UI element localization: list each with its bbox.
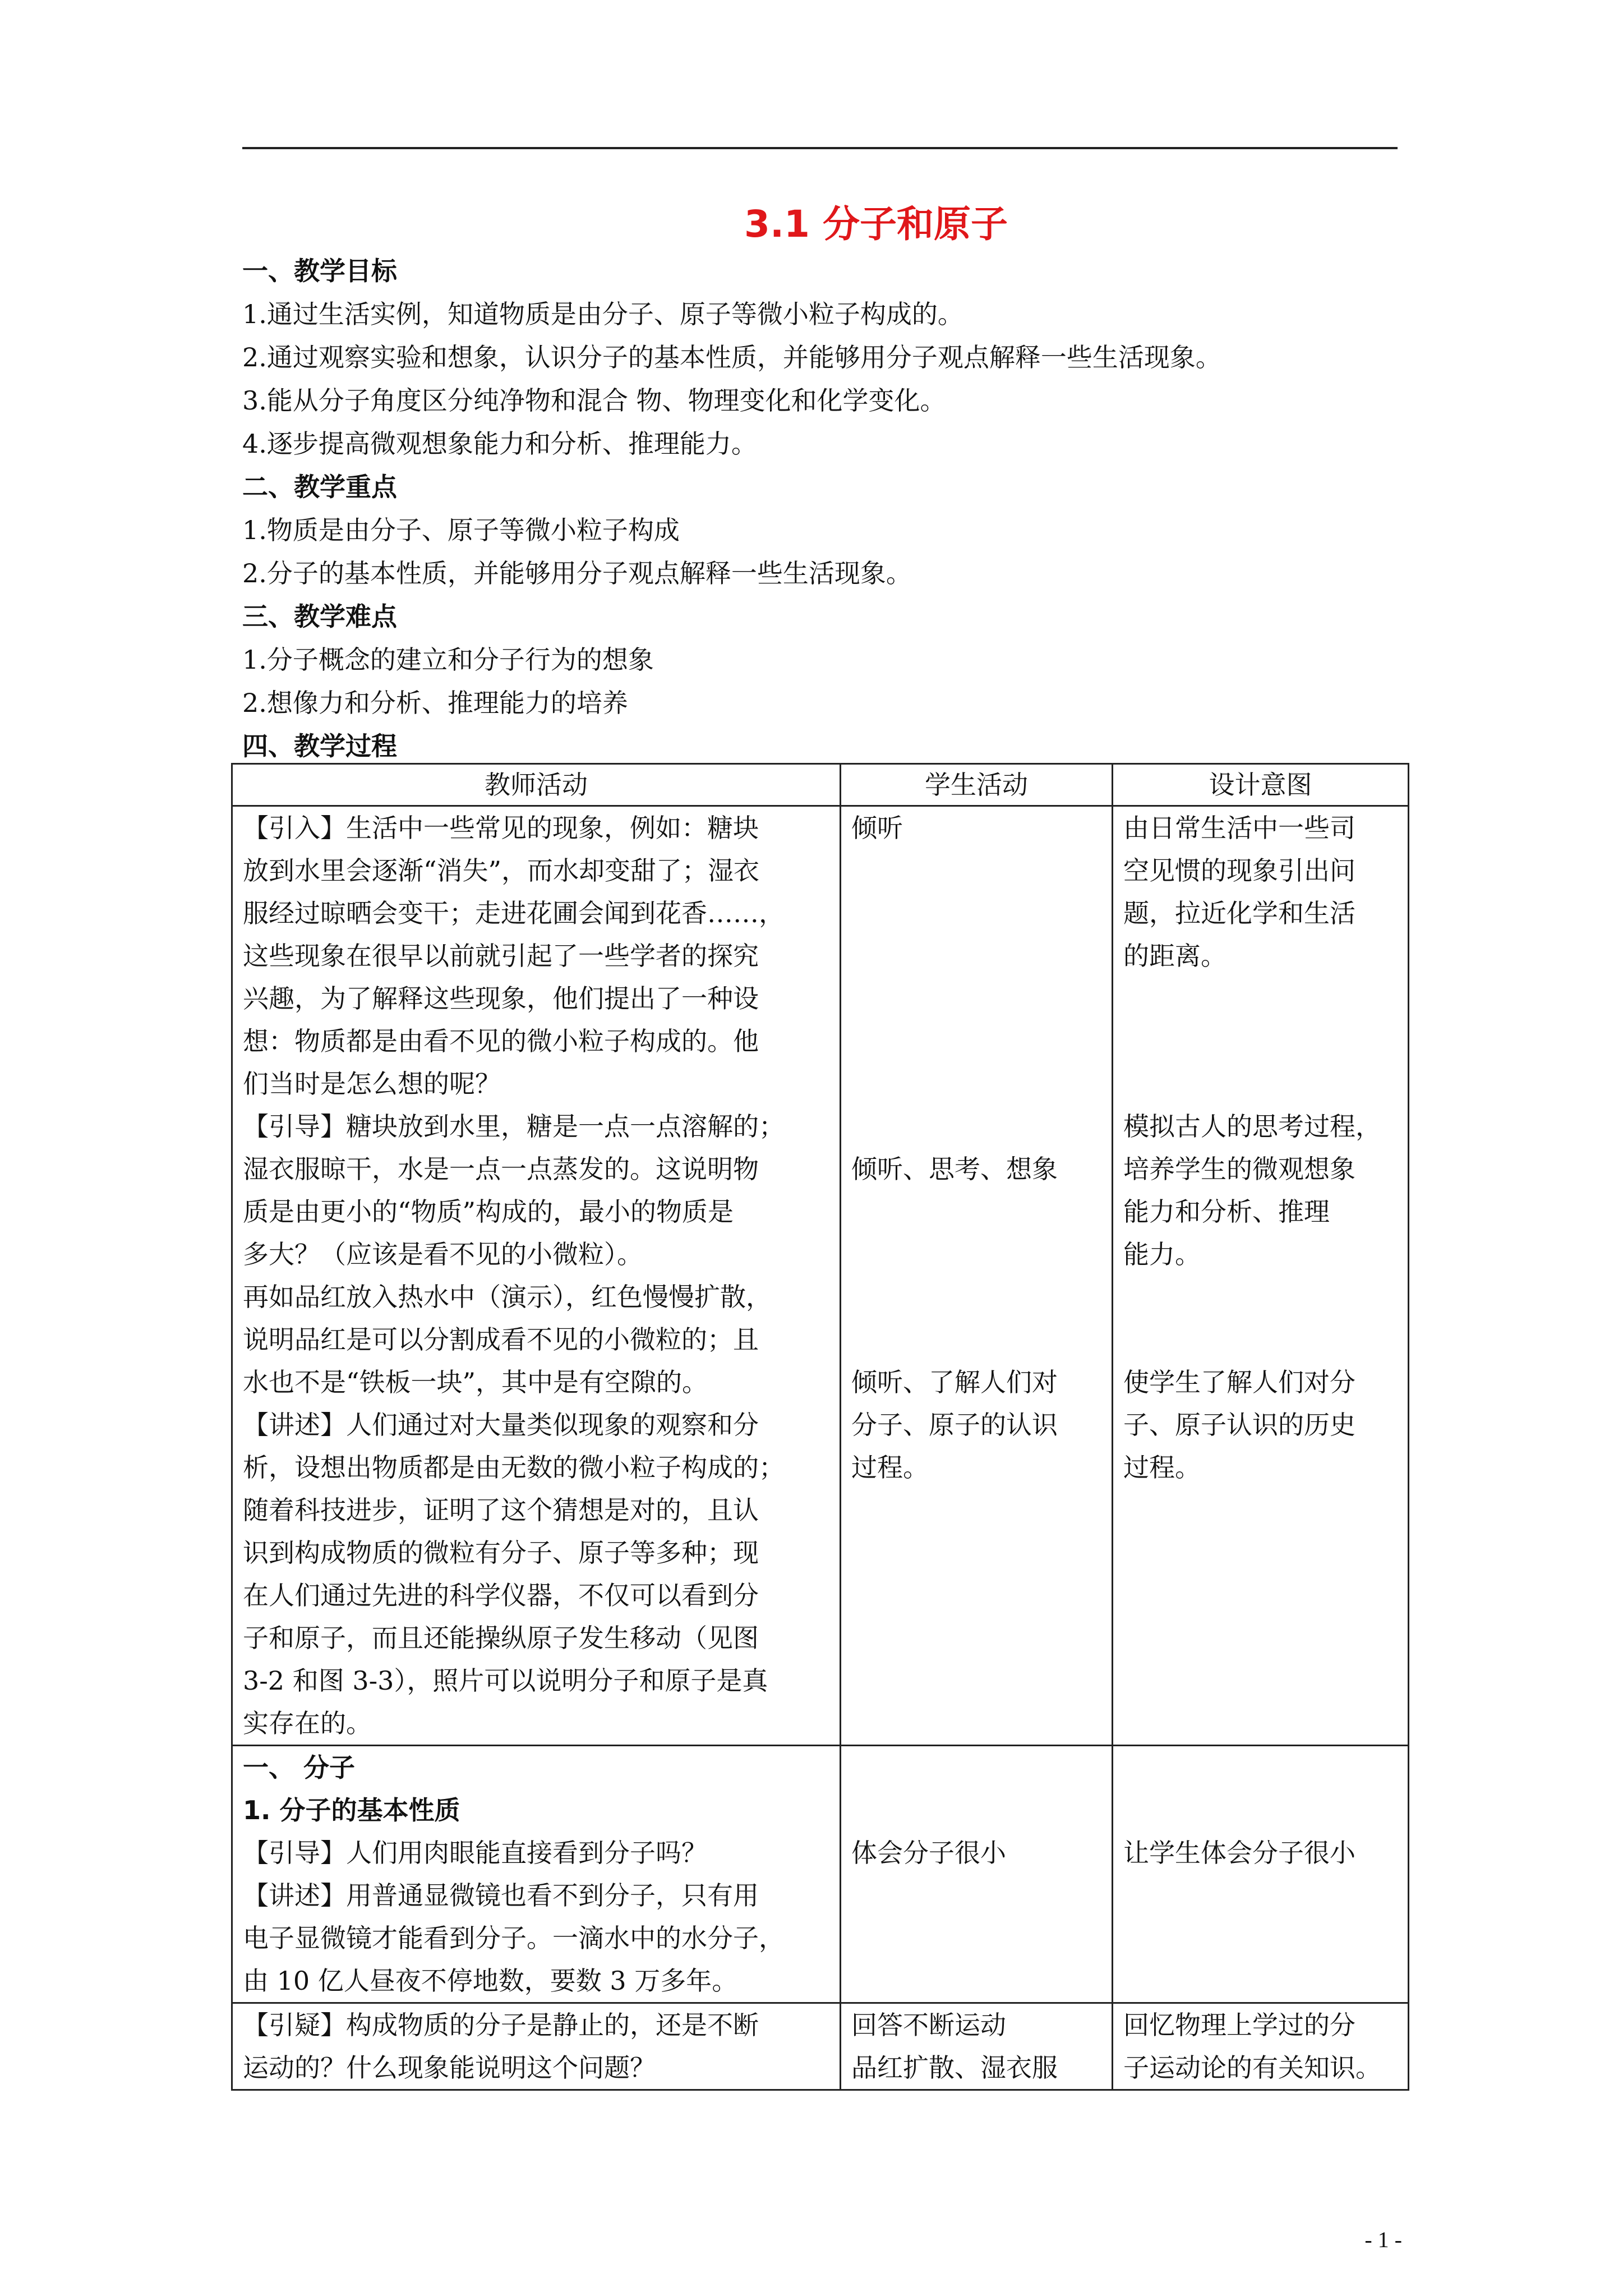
table-row: [232, 2003, 1409, 2090]
intent-line: 能力和分析、推理: [1123, 1197, 1330, 1227]
table-row: [232, 806, 1409, 1746]
key-points-heading: 二、教学重点: [242, 472, 397, 502]
teacher-line: 识到构成物质的微粒有分子、原子等多种；现: [243, 1538, 759, 1568]
teacher-line: 们当时是怎么想的呢？: [243, 1069, 501, 1099]
teacher-line: 随着科技进步，证明了这个猜想是对的，且认: [243, 1495, 759, 1525]
student-line: 倾听、了解人们对: [851, 1367, 1058, 1397]
process-heading: 四、教学过程: [242, 731, 397, 761]
key-point-item-1: 1.物质是由分子、原子等微小粒子构成: [242, 515, 680, 545]
design-intent-cell: [1113, 2003, 1409, 2090]
teacher-line: 【讲述】用普通显微镜也看不到分子，只有用: [243, 1880, 759, 1911]
intent-line: 过程。: [1123, 1452, 1201, 1483]
table-row: [232, 1746, 1409, 2003]
intent-line: 由日常生活中一些司: [1123, 813, 1355, 843]
teacher-line: 【讲述】人们通过对大量类似现象的观察和分: [243, 1410, 759, 1440]
page-number: - 1 -: [1364, 2227, 1402, 2252]
difficulties-heading: 三、教学难点: [242, 601, 397, 632]
teacher-line: 多大？（应该是看不见的小微粒）。: [243, 1239, 643, 1269]
intent-line: 模拟古人的思考过程，: [1123, 1111, 1381, 1142]
teacher-line: 质是由更小的“物质”构成的，最小的物质是: [243, 1197, 734, 1227]
teacher-line: 放到水里会逐渐“消失”，而水却变甜了；湿衣: [243, 855, 760, 886]
document-body: [242, 250, 1398, 768]
teacher-activity-cell: [232, 1746, 841, 2003]
intent-line: 培养学生的微观想象: [1123, 1154, 1355, 1184]
key-point-item-2: 2.分子的基本性质，并能够用分子观点解释一些生活现象。: [242, 558, 912, 588]
teacher-activity-cell: [232, 806, 841, 1746]
student-line: 回答不断运动: [851, 2010, 1006, 2040]
student-line: 体会分子很小: [851, 1838, 1006, 1868]
teacher-line: 【引导】人们用肉眼能直接看到分子吗？: [243, 1838, 707, 1868]
teacher-line: 运动的？什么现象能说明这个问题？: [243, 2053, 656, 2083]
design-intent-cell: [1113, 1746, 1409, 2003]
teacher-activity-cell: [232, 2003, 841, 2090]
intent-line: 空见惯的现象引出问: [1123, 855, 1355, 886]
teacher-line: 兴趣，为了解释这些现象，他们提出了一种设: [243, 983, 759, 1014]
teacher-line: 说明品红是可以分割成看不见的小微粒的；且: [243, 1324, 759, 1355]
difficulty-item-2: 2.想像力和分析、推理能力的培养: [242, 688, 628, 718]
intent-line: 让学生体会分子很小: [1123, 1838, 1355, 1868]
teacher-line: 电子显微镜才能看到分子。一滴水中的水分子，: [243, 1923, 785, 1953]
difficulty-item-1: 1.分子概念的建立和分子行为的想象: [242, 645, 654, 675]
intent-line: 子、原子认识的历史: [1123, 1410, 1355, 1440]
teacher-line: 这些现象在很早以前就引起了一些学者的探究: [243, 941, 759, 971]
design-intent-cell: [1113, 806, 1409, 1746]
goal-item-1: 1.通过生活实例，知道物质是由分子、原子等微小粒子构成的。: [242, 299, 963, 329]
teacher-line: 实存在的。: [243, 1708, 372, 1738]
teacher-line: 析，设想出物质都是由无数的微小粒子构成的；: [243, 1452, 785, 1483]
goals-heading: 一、教学目标: [242, 256, 397, 286]
header-rule: [242, 147, 1398, 149]
header-design-intent: 设计意图: [1113, 764, 1409, 806]
intent-line: 题，拉近化学和生活: [1123, 898, 1355, 928]
intent-line: 能力。: [1123, 1239, 1201, 1269]
teacher-line: 【引导】糖块放到水里，糖是一点一点溶解的；: [243, 1111, 785, 1142]
student-activity-cell: [841, 806, 1113, 1746]
teacher-line: 子和原子，而且还能操纵原子发生移动（见图: [243, 1623, 759, 1653]
teacher-line: 3-2 和图 3-3），照片可以说明分子和原子是真: [243, 1665, 768, 1696]
student-activity-cell: [841, 1746, 1113, 2003]
goal-item-4: 4.逐步提高微观想象能力和分析、推理能力。: [242, 429, 757, 459]
goal-item-2: 2.通过观察实验和想象，认识分子的基本性质，并能够用分子观点解释一些生活现象。: [242, 342, 1221, 372]
student-line: 过程。: [851, 1452, 929, 1483]
student-activity-cell: [841, 2003, 1113, 2090]
teacher-line: 在人们通过先进的科学仪器，不仅可以看到分: [243, 1580, 759, 1611]
intent-line: 回忆物理上学过的分: [1123, 2010, 1355, 2040]
intent-line: 使学生了解人们对分: [1123, 1367, 1355, 1397]
table-header-row: [232, 764, 1409, 806]
teacher-line: 由 10 亿人昼夜不停地数，要数 3 万多年。: [243, 1966, 738, 1996]
teacher-line: 再如品红放入热水中（演示），红色慢慢扩散，: [243, 1282, 772, 1312]
student-line: 倾听: [851, 813, 903, 843]
teacher-line: 想：物质都是由看不见的微小粒子构成的。他: [243, 1026, 759, 1056]
teaching-process-table: [231, 763, 1409, 2091]
student-line: 倾听、思考、想象: [851, 1154, 1058, 1184]
section-heading-molecule: 一、 分子: [243, 1752, 356, 1783]
student-line: 品红扩散、湿衣服: [851, 2053, 1058, 2083]
student-line: 分子、原子的认识: [851, 1410, 1058, 1440]
subsection-heading-molecule-properties: 1. 分子的基本性质: [243, 1795, 460, 1825]
teacher-line: 【引入】生活中一些常见的现象，例如：糖块: [243, 813, 759, 843]
header-teacher-activity: 教师活动: [232, 764, 841, 806]
page-title: 3.1 分子和原子: [744, 203, 1008, 246]
teacher-line: 服经过晾晒会变干；走进花圃会闻到花香……，: [243, 898, 785, 928]
intent-line: 子运动论的有关知识。: [1123, 2053, 1381, 2083]
teacher-line: 湿衣服晾干，水是一点一点蒸发的。这说明物: [243, 1154, 759, 1184]
header-student-activity: 学生活动: [841, 764, 1113, 806]
goal-item-3: 3.能从分子角度区分纯净物和混合 物、物理变化和化学变化。: [242, 385, 946, 416]
intent-line: 的距离。: [1123, 941, 1227, 971]
teacher-line: 水也不是“铁板一块”，其中是有空隙的。: [243, 1367, 708, 1397]
teacher-line: 【引疑】构成物质的分子是静止的，还是不断: [243, 2010, 759, 2040]
